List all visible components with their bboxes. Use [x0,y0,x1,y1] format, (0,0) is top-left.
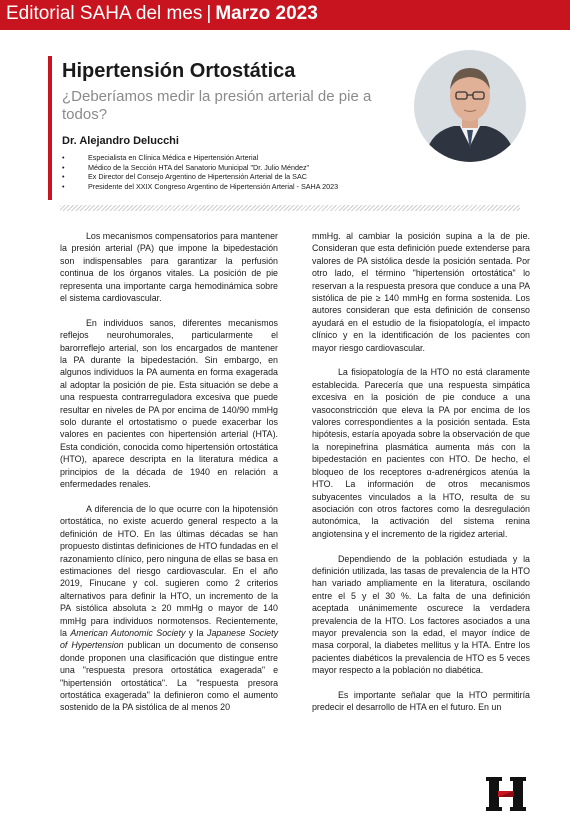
header-date: Marzo 2023 [215,3,318,24]
body-italic: American Autonomic Society [70,627,186,638]
author-role [62,153,442,163]
title-accent-bar [48,56,52,200]
header-banner [0,0,570,30]
body-text: publican un documento de consenso donde proponen una clasificación que distingue entre una "respuesta presora ortostática exagerada" e "hipertensión ortostática". La "respuesta presora ortostática exagerada" la definieron como el aumento sostenido de la PA sistólica de al menos 20 [60,640,278,713]
body-text: y la [185,627,207,638]
article-title: Hipertensión Ortostática [62,60,296,82]
header-separator: | [206,3,212,24]
author-role-text: Médico de la Sección HTA del Sanatorio Municipal "Dr. Julio Méndez" [88,162,310,172]
author-role [62,163,442,173]
bullet-icon: • [62,162,65,172]
hatch-divider [60,205,520,211]
body-text: A diferencia de lo que ocurre con la hipotensión ortostática, no existe acuerdo general respecto a la definición de HTO. En las últimas décadas se han propuesto distintas definiciones de HTO fundadas en el razonamiento clínico, pero ninguna de ellas se basa en estimaciones del riesgo cardiovascular. En el año 2019, Finucane y col. sugieren como 2 criterios alternativos para definir la HTO, un incremento de la PA sistólica absoluta ≥ 20 mmHg o mayor de 140 mmHg para individuos normotensos. Recientemente, la [60,503,278,638]
body-paragraph [60,503,278,714]
saha-logo-icon [486,775,528,813]
body-italic: Japanese Society of Hypertension [60,627,279,651]
body-column-left [60,230,278,726]
author-role-text: Presidente del XXIX Congreso Argentino de Hipertensión Arterial - SAHA 2023 [88,181,339,191]
body-paragraph: mmHg. al cambiar la posición supina a la de pie. Consideran que esta definición puede extenderse para valores de PA sistólica desde la posición sentada. Por otro lado, el término "hipertensión ortostática" lo reservan a la respuesta presora que conduce a una PA sistólica de pie ≥ 140 mmHg en forma sostenida. Los autores consideran que esta definición de consenso ayudará en el estudio de la fisiopatología, el impacto clínico y en la identificación de los pacientes con mayor riesgo cardiovascular. [312,231,530,353]
body-paragraph: Los mecanismos compensatorios para mantener la presión arterial (PA) que impone la bipedestación son indispensables para garantizar la perfusión continua de los órganos vitales. La posición de pie representa una importante carga hemodinámica sobre el sistema cardiovascular. [60,231,278,304]
header-section: Editorial SAHA del mes [6,3,203,24]
author-role [62,172,442,182]
article-subtitle: ¿Deberíamos medir la presión arterial de pie a todos? [62,88,372,123]
body-column-right [312,230,530,726]
body-paragraph: Dependiendo de la población estudiada y la definición utilizada, las tasas de prevalencia de la HTO han variado ampliamente en la literatura, oscilando entre el 5 y el 30 %. La falta de una definición aceptada unánimemente oscurece la verdadera prevalencia de la HTO. Los factores asociados a una mayor prevalencia son la edad, el mayor índice de masa corporal, la diabetes mellitus y la HTA. Entre los pacientes diabéticos la prevalencia de HTO es 5 veces mayor respecto a la población no diabética. [312,553,530,676]
author-roles-list [62,153,442,191]
author-portrait-icon [414,50,526,162]
body-paragraph: En individuos sanos, diferentes mecanismos reflejos neurohumorales, particularmente el barorreflejo arterial, son los encargados de mantener la PA durante la bipedestación. Sin embargo, en algunos individuos la PA aumenta en forma exagerada al adoptar la posición de pie. Esta situación se debe a una respuesta contrarreguladora excesiva que puede resultar en niveles de PA por encima de 140/90 mmHg solo durante el ortostatismo o puede exacerbar los valores en pacientes con hipertensión arterial (HTA). Esta condición, conocida como hipertensión ortostática (HTO), aparece descripta en la literatura médica a principios de la década de 1940 en relación a enfermedades renales. [60,317,278,490]
author-role-text: Ex Director del Consejo Argentino de Hipertensión Arterial de la SAC [88,172,307,182]
author-role [62,182,442,192]
bullet-icon: • [62,153,65,162]
author-name: Dr. Alejandro Delucchi [62,135,179,147]
body-paragraph: Es importante señalar que la HTO permitiría predecir el desarrollo de HTA en el futuro. En un [312,689,530,713]
body-paragraph: La fisiopatología de la HTO no está claramente establecida. Parecería que una respuesta simpática excesiva en la posición de pie conduce a una vasoconstricción que eleva la PA por encima de los valores correspondientes a la posición sentada. Esta hipótesis, estaría apoyada sobre la observación de que la norepinefrina plasmática aumenta más con la bipedestación en pacientes con HTO. De hecho, el bloqueo de los receptores α-adrenérgicos atenúa la HTO. La información de otros mecanismos subyacentes vinculados a la HTO, resulta de su asociación con otros factores como la desregulación autonómica, la activación del sistema renina angiotensina y el incremento de la rigidez arterial. [312,367,530,539]
bullet-icon: • [62,172,65,182]
author-role-text: Especialista en Clínica Médica e Hipertensión Arterial [88,153,259,162]
bullet-icon: • [62,181,65,191]
